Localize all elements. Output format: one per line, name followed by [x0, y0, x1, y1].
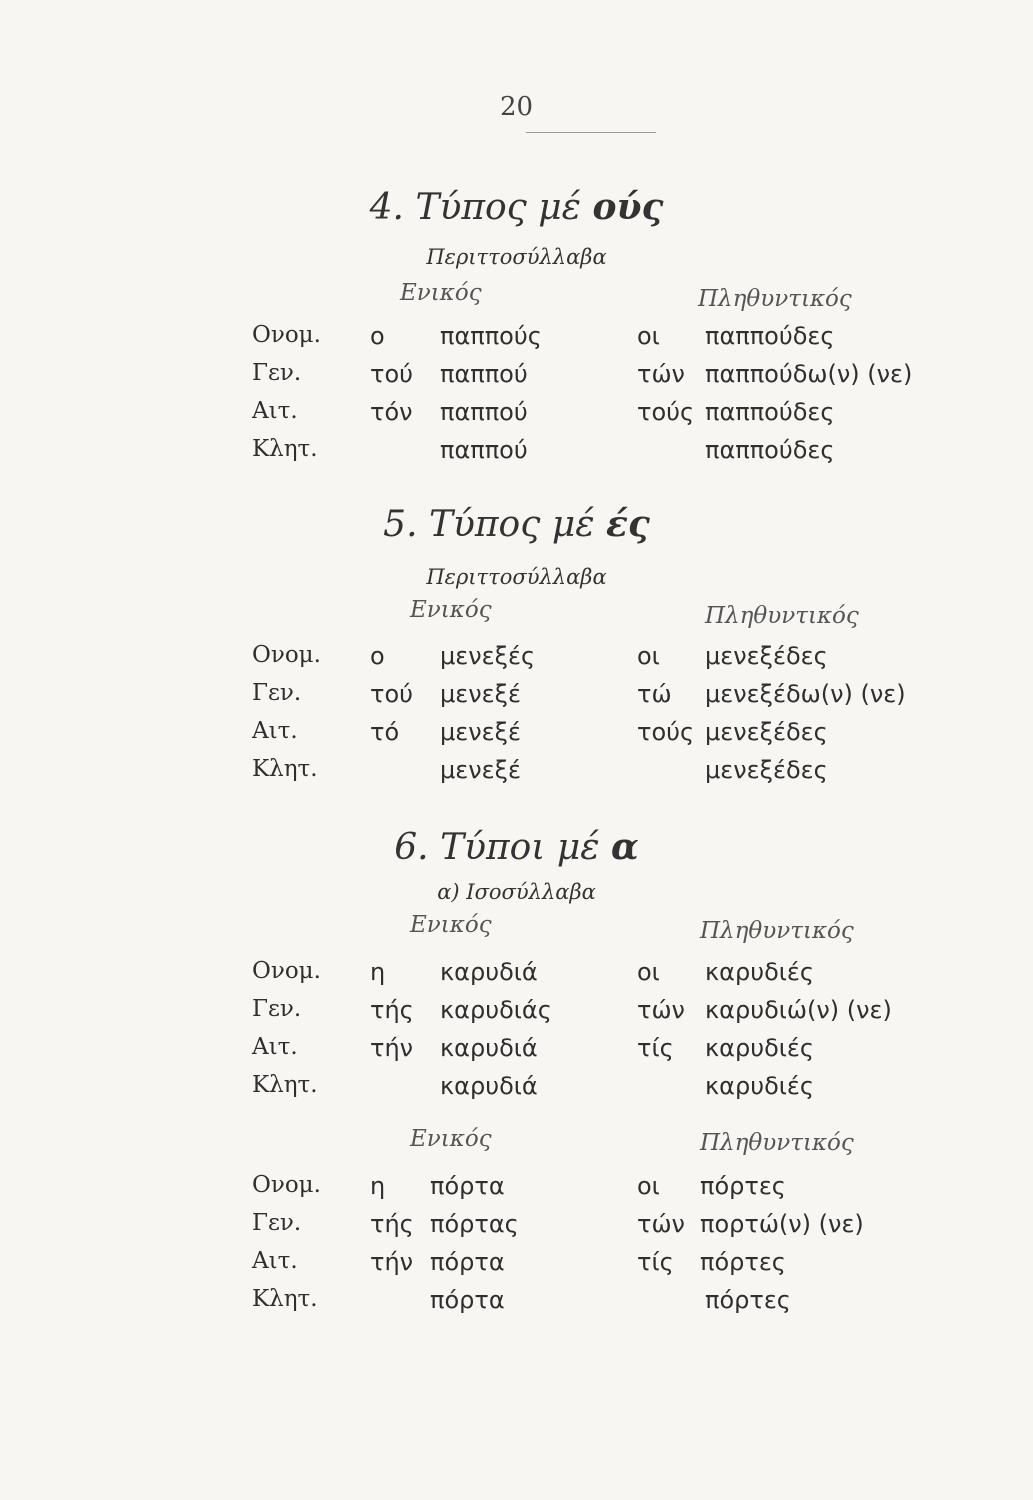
section-4-number: 4.: [369, 187, 404, 228]
section-6-article-sg: η: [370, 1172, 386, 1200]
section-6-case: Κλητ.: [252, 1286, 318, 1312]
section-4-title: [0, 186, 1033, 228]
section-6-case: Γεν.: [252, 1210, 302, 1236]
section-5-form-sg: μενεξέ: [440, 718, 521, 746]
section-5-case: Κλητ.: [252, 756, 318, 782]
section-6-table-1-head-plural: Πληθυντικός: [700, 918, 854, 944]
section-6-article-sg: τήν: [370, 1248, 414, 1276]
section-6-table-1-head-singular: Ενικός: [410, 912, 492, 938]
section-5-form-pl: μενεξέδω(ν) (νε): [705, 680, 906, 708]
section-4-form-sg: παππού: [440, 360, 528, 388]
section-5-form-pl: μενεξέδες: [705, 642, 828, 670]
section-4-suffix: ούς: [592, 186, 664, 228]
section-4-form-pl: παππούδες: [705, 398, 835, 426]
section-6-case: Αιτ.: [252, 1248, 298, 1274]
section-5-number: 5.: [383, 504, 418, 545]
section-6-form-pl: πόρτες: [700, 1248, 786, 1276]
section-6-form-pl: πόρτες: [705, 1286, 791, 1314]
section-4-subtitle: Περιττοσύλλαβα: [426, 245, 607, 269]
section-5-form-sg: μενεξέ: [440, 756, 521, 784]
section-6-case: Κλητ.: [252, 1072, 318, 1098]
section-4-head-plural: Πληθυντικός: [698, 286, 852, 312]
section-4-case: Ονομ.: [252, 322, 321, 348]
section-6-article-pl: οι: [637, 1172, 660, 1200]
section-6-suffix: α: [611, 826, 639, 868]
section-5-title-text: Τύπος μέ: [428, 504, 595, 545]
section-6-article-pl: τίς: [637, 1034, 674, 1062]
section-5-article-pl: τούς: [637, 718, 695, 746]
section-6-form-sg: καρυδιά: [440, 1034, 538, 1062]
section-6-form-sg: καρυδιάς: [440, 996, 552, 1024]
section-6-form-sg: καρυδιά: [440, 958, 538, 986]
section-6-form-sg: πόρτα: [430, 1248, 505, 1276]
section-5-case: Αιτ.: [252, 718, 298, 744]
section-6-case: Γεν.: [252, 996, 302, 1022]
section-4-form-sg: παππούς: [440, 322, 542, 350]
section-5-case: Γεν.: [252, 680, 302, 706]
section-6-article-sg: τής: [370, 1210, 414, 1238]
section-6-article-pl: τών: [637, 1210, 685, 1238]
section-5-head-singular: Ενικός: [410, 597, 492, 623]
section-4-form-pl: παππούδες: [705, 322, 835, 350]
section-6-form-pl: καρυδιές: [705, 958, 814, 986]
section-5-article-sg: τό: [370, 718, 400, 746]
section-6-table-2-head-singular: Ενικός: [410, 1126, 492, 1152]
section-4-article-pl: τούς: [637, 398, 695, 426]
section-6-case: Ονομ.: [252, 958, 321, 984]
section-5-form-pl: μενεξέδες: [705, 756, 828, 784]
section-6-article-sg: τής: [370, 996, 414, 1024]
section-5-case: Ονομ.: [252, 642, 321, 668]
section-6-case: Ονομ.: [252, 1172, 321, 1198]
page-number-rule: [526, 132, 656, 133]
section-5-form-sg: μενεξέ: [440, 680, 521, 708]
section-5-article-pl: οι: [637, 642, 660, 670]
section-5-article-sg: ο: [370, 642, 385, 670]
section-6-article-pl: τών: [637, 996, 685, 1024]
section-6-form-pl: καρυδιές: [705, 1072, 814, 1100]
section-4-article-sg: τόν: [370, 398, 413, 426]
section-6-form-sg: πόρτα: [430, 1286, 505, 1314]
section-6-article-pl: τίς: [637, 1248, 674, 1276]
section-4-article-pl: οι: [637, 322, 660, 350]
section-4-form-sg: παππού: [440, 398, 528, 426]
section-6-form-sg: πόρτας: [430, 1210, 519, 1238]
section-5-article-sg: τού: [370, 680, 414, 708]
section-6-article-sg: τήν: [370, 1034, 414, 1062]
section-5-suffix: ές: [606, 503, 650, 545]
section-6-form-pl: καρυδιώ(ν) (νε): [705, 996, 892, 1024]
section-6-form-pl: πόρτες: [700, 1172, 786, 1200]
section-4-form-pl: παππούδω(ν) (νε): [705, 360, 913, 388]
section-6-table-2-head-plural: Πληθυντικός: [700, 1130, 854, 1156]
section-6-form-sg: καρυδιά: [440, 1072, 538, 1100]
section-6-number: 6.: [394, 827, 429, 868]
section-6-form-pl: πορτώ(ν) (νε): [700, 1210, 864, 1238]
section-4-case: Αιτ.: [252, 398, 298, 424]
section-6-subtitle: α) Ισοσύλλαβα: [437, 880, 596, 904]
section-6-case: Αιτ.: [252, 1034, 298, 1060]
page-number: 20: [499, 92, 534, 122]
section-5-subtitle: Περιττοσύλλαβα: [426, 565, 607, 589]
section-6-title-text: Τύποι μέ: [440, 827, 600, 868]
section-6-article-pl: οι: [637, 958, 660, 986]
section-4-article-sg: τού: [370, 360, 414, 388]
section-5-form-sg: μενεξές: [440, 642, 536, 670]
section-6-title: [0, 826, 1033, 868]
section-5-article-pl: τώ: [637, 680, 672, 708]
section-4-case: Γεν.: [252, 360, 302, 386]
section-4-article-pl: τών: [637, 360, 685, 388]
section-6-article-sg: η: [370, 958, 386, 986]
section-4-title-text: Τύπος μέ: [415, 187, 581, 228]
section-4-form-sg: παππού: [440, 436, 528, 464]
section-4-article-sg: ο: [370, 322, 385, 350]
section-5-head-plural: Πληθυντικός: [705, 603, 859, 629]
section-4-head-singular: Ενικός: [400, 280, 482, 306]
section-4-case: Κλητ.: [252, 436, 318, 462]
section-6-form-pl: καρυδιές: [705, 1034, 814, 1062]
section-4-form-pl: παππούδες: [705, 436, 835, 464]
section-5-form-pl: μενεξέδες: [705, 718, 828, 746]
section-5-title: [0, 503, 1033, 545]
section-6-form-sg: πόρτα: [430, 1172, 505, 1200]
